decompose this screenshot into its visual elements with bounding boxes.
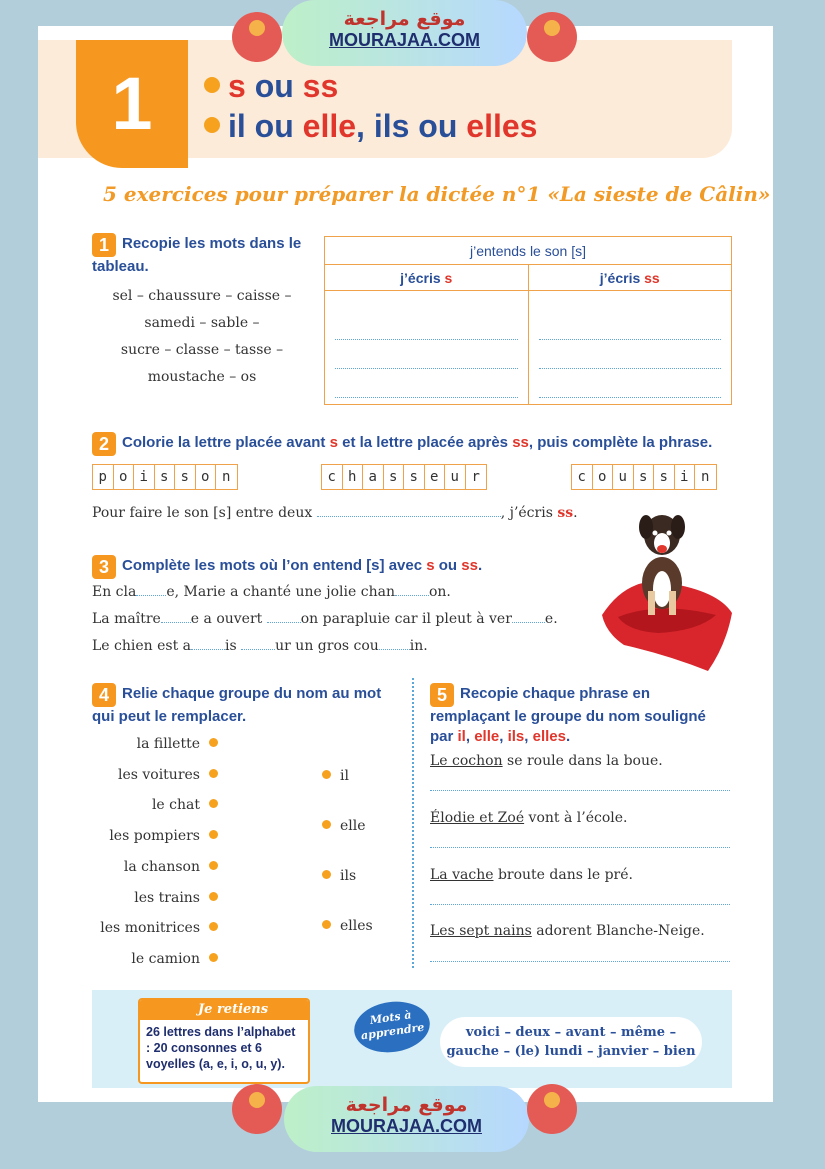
noun-item[interactable]: les voitures [92, 767, 218, 783]
letter-grid-poisson: p o i s s o n [92, 464, 238, 490]
watermark-bottom [284, 1086, 529, 1152]
exercise-2-sentence: Pour faire le son [s] entre deux , j’écris ss. [92, 505, 578, 521]
fill-blank[interactable] [267, 611, 301, 623]
words-to-learn-box: voici – deux – avant – même – gauche – (le) lundi – janvier – bien [440, 1017, 702, 1067]
answer-line[interactable] [430, 961, 730, 962]
fill-blank[interactable] [317, 505, 501, 517]
fill-blank[interactable] [395, 584, 429, 596]
header-line-2: il ou elle, ils ou elles [204, 108, 537, 145]
watermark-arabic: موقع مراجعة [343, 8, 466, 30]
watermark-logo-icon [527, 12, 577, 62]
watermark-top [282, 0, 527, 66]
exercise-5-title: 5 Recopie chaque phrase en remplaçant le groupe du nom souligné par il, elle, ils, elles. [430, 685, 706, 745]
bullet-icon [204, 77, 220, 93]
column-ss-answer-area[interactable] [529, 291, 732, 404]
je-retiens-text: 26 lettres dans l’alphabet : 20 consonnes et 6 voyelles (a, e, i, o, u, y). [146, 1025, 296, 1071]
sentence-item: La vache broute dans le pré. [430, 867, 633, 883]
watermark-arabic: موقع مراجعة [345, 1094, 468, 1116]
pronoun-item[interactable]: elles [322, 918, 373, 934]
je-retiens-caption: Je retiens [140, 1000, 308, 1020]
exercise-number: 1 [92, 233, 116, 257]
exercise-3-line-3: Le chien est a is ur un gros cou in. [92, 638, 428, 654]
watermark-latin: MOURAJAA.COM [331, 1116, 482, 1136]
sound-table [324, 236, 732, 405]
fill-blank[interactable] [379, 638, 410, 650]
fill-blank[interactable] [512, 611, 545, 623]
watermark-logo-icon [232, 12, 282, 62]
column-divider [412, 678, 414, 968]
noun-item[interactable]: le camion [92, 951, 218, 967]
dog-on-cushion-illustration [598, 505, 734, 675]
sentence-item: Élodie et Zoé vont à l’école. [430, 810, 628, 826]
noun-item[interactable]: les trains [92, 890, 218, 906]
pronoun-item[interactable]: elle [322, 818, 366, 834]
page-subtitle: 5 exercices pour préparer la dictée n°1 «La sieste de Câlin» [103, 182, 771, 206]
watermark-latin: MOURAJAA.COM [329, 30, 480, 50]
answer-line[interactable] [430, 847, 730, 848]
letter-grid-coussin: c o u s s i n [571, 464, 717, 490]
bullet-icon [204, 117, 220, 133]
column-ss-header: j’écris ss [599, 270, 660, 286]
table-heading: j’entends le son [s] [325, 237, 731, 265]
pronoun-item[interactable]: ils [322, 868, 356, 884]
header-line-1: s ou ss [204, 68, 338, 105]
pronoun-item[interactable]: il [322, 768, 349, 784]
letter-grid-chasseur: c h a s s e u r [321, 464, 487, 490]
watermark-logo-icon [232, 1084, 282, 1134]
exercise-1-title: 1 Recopie les mots dans le tableau. [92, 235, 302, 275]
exercise-4-title: 4 Relie chaque groupe du nom au mot qui peut le remplacer. [92, 685, 382, 725]
fill-blank[interactable] [136, 584, 166, 596]
exercise-2-title: 2 Colorie la lettre placée avant s et la lettre placée après ss, puis complète la phrase. [92, 432, 742, 456]
exercise-number: 5 [430, 683, 454, 707]
exercise-3-line-2: La maître e a ouvert on parapluie car il pleut à ver e. [92, 611, 558, 627]
noun-item[interactable]: le chat [92, 797, 218, 813]
mots-a-apprendre-bubble: Mots à apprendre [351, 997, 433, 1057]
fill-blank[interactable] [241, 638, 275, 650]
exercise-number: 2 [92, 432, 116, 456]
lesson-number: 1 [76, 40, 188, 168]
je-retiens-box [138, 998, 310, 1084]
fill-blank[interactable] [191, 638, 225, 650]
answer-line[interactable] [430, 904, 730, 905]
watermark-logo-icon [527, 1084, 577, 1134]
exercise-3-title: 3 Complète les mots où l’on entend [s] avec s ou ss. [92, 555, 592, 579]
sentence-item: Le cochon se roule dans la boue. [430, 753, 663, 769]
answer-line[interactable] [430, 790, 730, 791]
sentence-item: Les sept nains adorent Blanche-Neige. [430, 923, 705, 939]
noun-item[interactable]: les pompiers [92, 828, 218, 844]
column-s-answer-area[interactable] [325, 291, 529, 404]
fill-blank[interactable] [161, 611, 191, 623]
noun-item[interactable]: les monitrices [92, 920, 218, 936]
exercise-3-line-1: En cla e, Marie a chanté une jolie chan on. [92, 584, 451, 600]
exercise-number: 3 [92, 555, 116, 579]
column-s-header: j’écris s [325, 265, 529, 290]
noun-item[interactable]: la chanson [92, 859, 218, 875]
exercise-number: 4 [92, 683, 116, 707]
exercise-1-words: sel – chaussure – caisse – samedi – sable – sucre – classe – tasse – moustache – os [112, 288, 292, 385]
noun-item[interactable]: la fillette [92, 736, 218, 752]
